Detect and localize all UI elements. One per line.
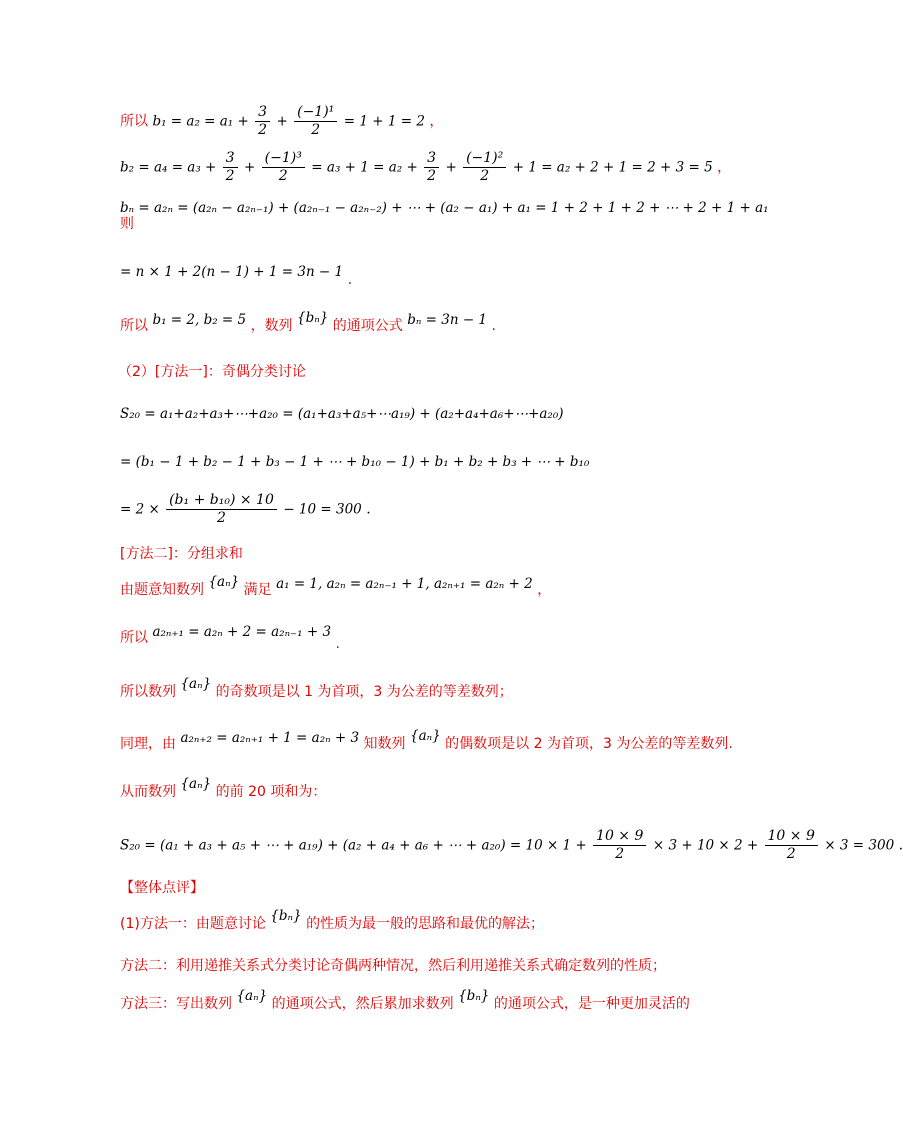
solution-line-11: 由题意知数列 {aₙ} 满足 a₁ = 1, a₂ₙ = a₂ₙ₋₁ + 1, a₂ₙ₊₁ = a₂ₙ + 2 ， xyxy=(120,574,552,598)
solution-line-1: 所以 b₁ = a₂ = a₁ + $\frac{3}{2}$ + $\frac{\text{(−1)¹}}{2}$ = 1 + 1 = 2 ， xyxy=(120,104,444,138)
solution-line-3: bₙ = a₂ₙ = (a₂ₙ − a₂ₙ₋₁) + (a₂ₙ₋₁ − a₂ₙ₋₂) + ⋯ + (a₂ − a₁) + a₁ = 1 + 2 + 1 + 2 + ⋯ + 2 + 1 + a₁ xyxy=(120,200,769,216)
fraction: $\frac{\text{(b₁ + b₁₀) × 10}}{2}$ xyxy=(166,492,277,527)
solution-line-13: 所以数列 {aₙ} 的奇数项是以 1 为首项，3 为公差的等差数列； xyxy=(120,676,513,700)
solution-line-14: 同理，由 a₂ₙ₊₂ = a₂ₙ₊₁ + 1 = a₂ₙ + 3 知数列 {aₙ} 的偶数项是以 2 为首项，3 为公差的等差数列. xyxy=(120,728,733,752)
solution-line-5: 所以 b₁ = 2, b₂ = 5 ，数列 {bₙ} 的通项公式 bₙ = 3n − 1 . xyxy=(120,310,496,334)
text: 所以 xyxy=(120,113,148,130)
fraction: $\frac{3}{2}$ xyxy=(255,104,270,139)
solution-line-16: S₂₀ = (a₁ + a₃ + a₅ + ⋯ + a₁₉) + (a₂ + a₄ + a₆ + ⋯ + a₂₀) = 10 × 1 + $\frac{10 \times 9}{2}$ × 3 + 10 × 2 + $\frac{10 \times 9}{2}$ × 3 = 300 . xyxy=(120,828,903,862)
solution-line-7: S₂₀ = a₁+a₂+a₃+⋯+a₂₀ = (a₁+a₃+a₅+⋯a₁₉) + (a₂+a₄+a₆+⋯+a₂₀) xyxy=(120,406,564,422)
fraction: $\frac{\text{(−1)¹}}{2}$ xyxy=(294,104,337,139)
solution-line-2: b₂ = a₄ = a₃ + $\frac{3}{2}$ + $\frac{\text{(−1)³}}{2}$ = a₃ + 1 = a₂ + $\frac{3}{2}$ + $\frac{\text{(−1)²}}{2}$ + 1 = a₂ + 2 + 1 = 2 + 3 = 5 ， xyxy=(120,150,732,184)
fraction: $\frac{3}{2}$ xyxy=(223,150,238,185)
solution-line-18: (1)方法一：由题意讨论 {bₙ} 的性质为最一般的思路和最优的解法； xyxy=(120,908,545,932)
text-ze: 则 xyxy=(120,216,134,232)
solution-line-19: 方法二：利用递推关系式分类讨论奇偶两种情况，然后利用递推关系式确定数列的性质； xyxy=(120,958,666,974)
solution-line-4: = n × 1 + 2(n − 1) + 1 = 3n − 1 . xyxy=(120,264,353,288)
solution-line-9: = 2 × $\frac{\text{(b₁ + b₁₀) × 10}}{2}$ − 10 = 300 . xyxy=(120,492,371,526)
solution-line-8: = (b₁ − 1 + b₂ − 1 + b₃ − 1 + ⋯ + b₁₀ − 1) + b₁ + b₂ + b₃ + ⋯ + b₁₀ xyxy=(120,454,590,470)
section-method-two: [方法二]：分组求和 xyxy=(120,546,243,562)
solution-line-20: 方法三：写出数列 {aₙ} 的通项公式，然后累加求数列 {bₙ} 的通项公式，是一种更加灵活的 xyxy=(120,988,690,1012)
fraction: $\frac{10 \times 9}{2}$ xyxy=(765,828,818,863)
fraction: $\frac{3}{2}$ xyxy=(424,150,439,185)
fraction: $\frac{\text{(−1)²}}{2}$ xyxy=(463,150,506,185)
section-method-one: （2）[方法一]：奇偶分类讨论 xyxy=(118,364,306,380)
fraction: $\frac{\text{(−1)³}}{2}$ xyxy=(262,150,305,185)
formula: b₁ = a₂ = a₁ + xyxy=(152,113,254,130)
overall-comment-heading: 【整体点评】 xyxy=(120,880,204,896)
solution-line-12: 所以 a₂ₙ₊₁ = a₂ₙ + 2 = a₂ₙ₋₁ + 3 . xyxy=(120,624,340,652)
fraction: $\frac{10 \times 9}{2}$ xyxy=(593,828,646,863)
solution-line-15: 从而数列 {aₙ} 的前 20 项和为： xyxy=(120,776,327,800)
